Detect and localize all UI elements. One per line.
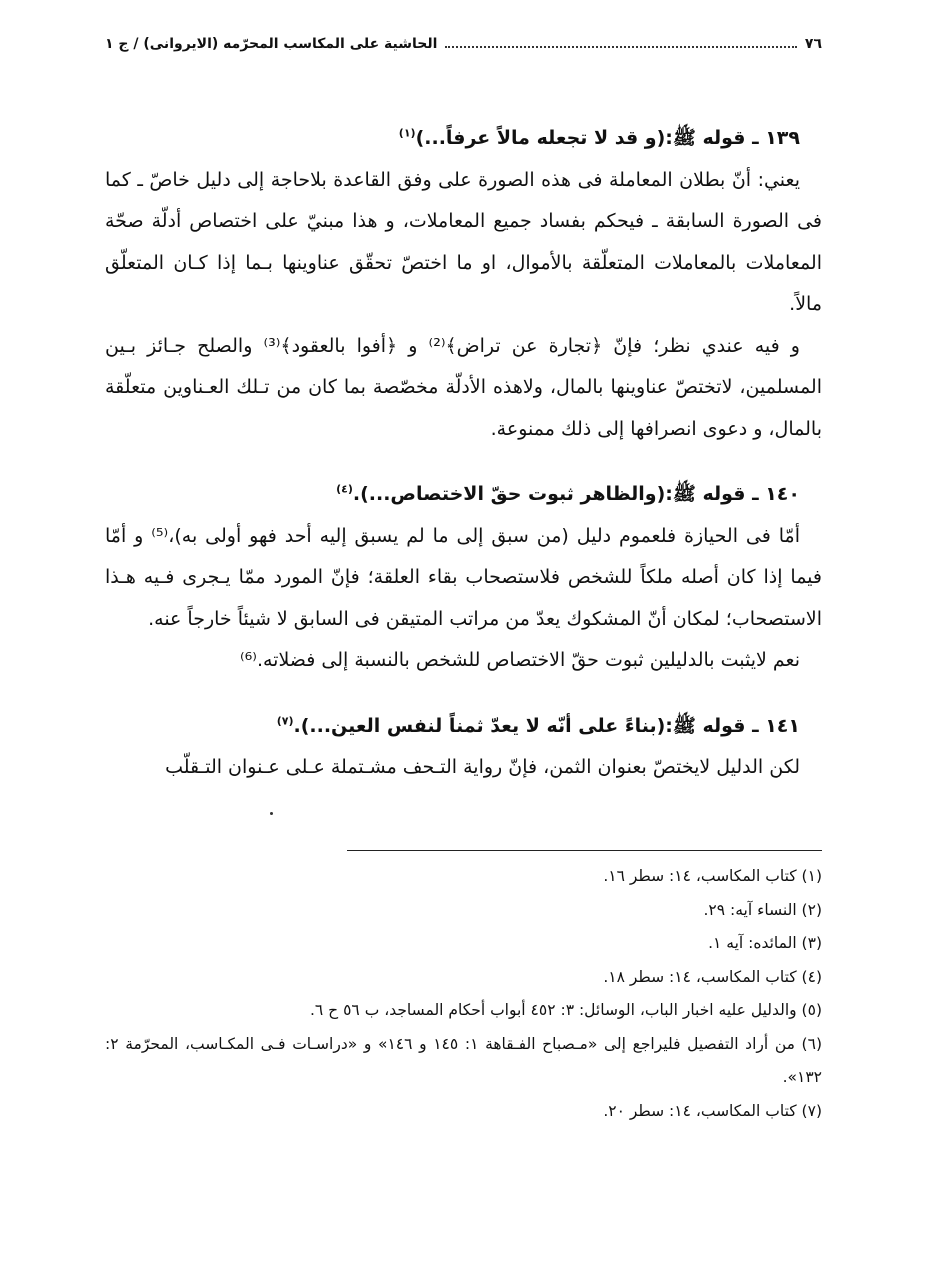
footnote-item: (٤) كتاب المكاسب، ١٤: سطر ١٨. [603,967,822,986]
running-title: الحاشية على المكاسب المحرّمه (الايروانى) / ج ١ [105,36,438,52]
stray-dot [270,812,273,815]
footnote-item: (٧) كتاب المكاسب، ١٤: سطر ٢٠. [603,1101,822,1120]
page-header [105,36,822,52]
section-gap [105,682,822,706]
section-heading-139: ١٣٩ ـ قوله ﷺ:(و قد لا تجعله مالاً عرفاً...)$^{(١)}$ [398,126,800,149]
footnote-item: (٦) من أراد التفصيل فليراجع إلى «مـصباح الفـقاهة ١: ١٤٥ و ١٤٦» و «دراسـات فـى المكـاسب، المحرّمة ٢: ١٣٢». [105,1034,822,1086]
footnote-ref-1: (١) [398,126,416,140]
header-dotted-leader [445,36,796,48]
paragraph: نعم لايثبت بالدليلين ثبوت حقّ الاختصاص للشخص بالنسبة إلى فضلاته.⁽⁶⁾ [239,649,800,671]
paragraph: و فيه عندي نظر؛ فإنّ ﴿تجارة عن تراض﴾⁽²⁾ و ﴿أفوا بالعقود﴾⁽³⁾ والصلح جـائز بـين المسلمين، لاتختصّ عناوينها بالمال، ولاهذه الأدلّة مخصّصة بما كان من تـلك العـناوين متعلّقة بالمال، و دعوى انصرافها إلى ذلك ممنوعة. [105,334,822,440]
paragraph: لكن الدليل لايختصّ بعنوان الثمن، فإنّ رواية التـحف مشـتملة عـلى عـنوان التـقلّب [165,756,800,778]
paragraph: أمّا فى الحيازة فلعموم دليل (من سبق إلى ما لم يسبق إليه أحد فهو أولى به)،⁽⁵⁾ و أمّا فيما إذا كان أصله ملكاً للشخص فلاستصحاب بقاء العلقة؛ فإنّ المورد ممّا يـجرى فـيه هـذا الاستصحاب؛ لمكان أنّ المشكوك يعدّ من مراتب المتيقن فى السابق لا شيئاً خارجاً عنه. [105,524,822,630]
footnote-item: (٥) والدليل عليه اخبار الباب، الوسائل: ٣: ٤٥٢ أبواب أحكام المساجد، ب ٥٦ ح ٦. [309,1001,822,1019]
footnote-ref-4: (٤) [336,482,353,496]
footnote-ref-7: (٧) [276,714,294,728]
paragraph: يعني: أنّ بطلان المعاملة فى هذه الصورة على وفق القاعدة بلاحاجة إلى دليل خاصّ ـ كما فى الصورة السابقة ـ فيحكم بفساد جميع المعاملات، و هذا مبنيّ على اختصاص أدلّة صحّة المعاملات بالمعاملات المتعلّقة بالأموال، او ما اختصّ تحقّق عناوينها بـما إذا كـان المتعلّق مالاً. [105,168,822,315]
page-number: ٧٦ [804,36,822,52]
footnote-item: (٣) المائده: آيه ١. [708,934,822,952]
section-heading-141: ١٤١ ـ قوله ﷺ:(بناءً على أنّه لا يعدّ ثمناً لنفس العين...).$^{(٧)}$ [276,714,800,737]
footnote-item: (١) كتاب المكاسب، ١٤: سطر ١٦. [603,867,822,885]
footnote-divider [347,850,822,851]
main-text [105,118,822,789]
section-gap [105,450,822,474]
footnotes [105,860,822,1128]
section-heading-140: ١٤٠ ـ قوله ﷺ:(والظاهر ثبوت حقّ الاختصاص...).$^{(٤)}$ [336,482,800,505]
footnote-item: (٢) النساء آيه: ٢٩. [703,900,822,919]
